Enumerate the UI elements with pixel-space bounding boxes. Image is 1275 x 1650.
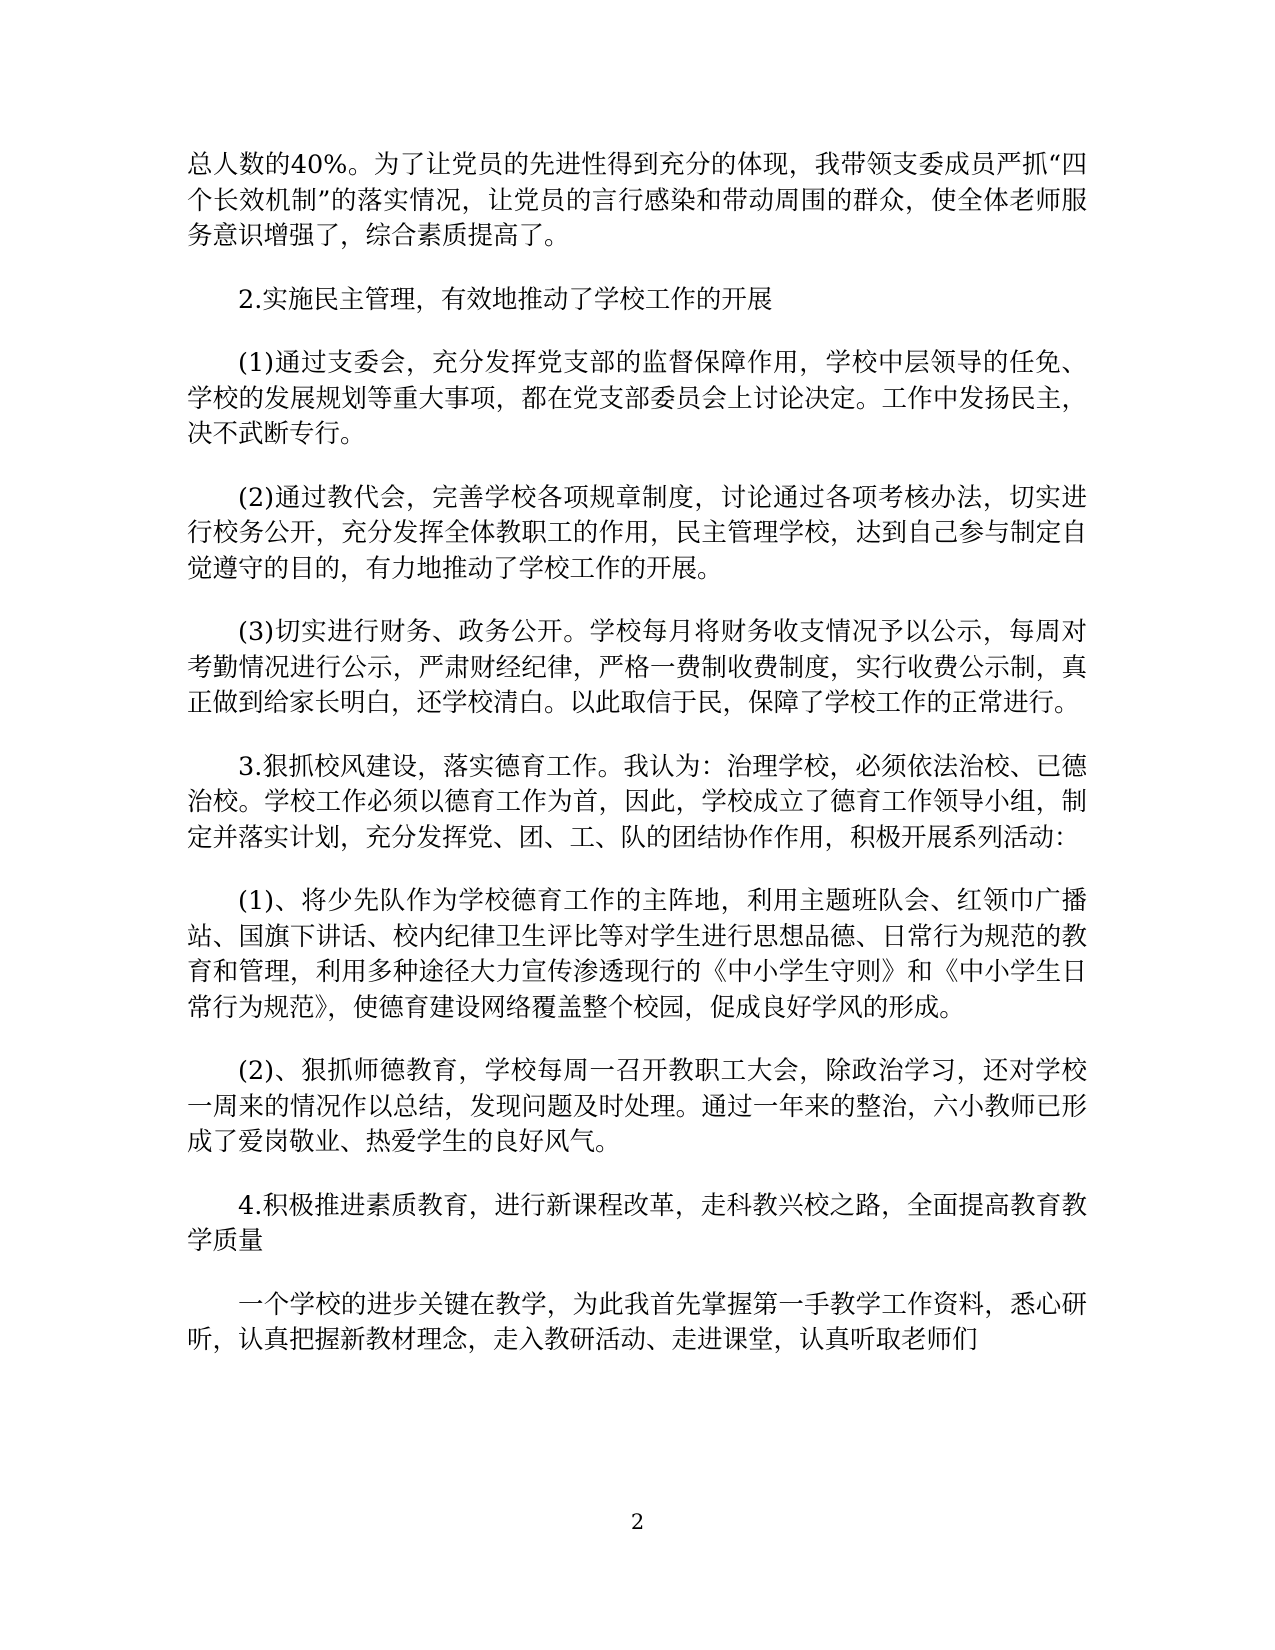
paragraph-8: (2)、狠抓师德教育，学校每周一召开教职工大会，除政治学习，还对学校一周来的情况作以总结，发现问题及时处理。通过一年来的整治，六小教师已形成了爱岗敬业、热爱学生的良好风气。	[187, 1056, 1087, 1157]
paragraph-3: (1)通过支委会，充分发挥党支部的监督保障作用，学校中层领导的任免、学校的发展规划等重大事项，都在党支部委员会上讨论决定。工作中发扬民主，决不武断专行。	[187, 348, 1087, 449]
paragraph-9-heading: 4.积极推进素质教育，进行新课程改革，走科教兴校之路，全面提高教育教学质量	[187, 1190, 1087, 1256]
paragraph-6: 3.狠抓校风建设，落实德育工作。我认为：治理学校，必须依法治校、已德治校。学校工作必须以德育工作为首，因此，学校成立了德育工作领导小组，制定并落实计划，充分发挥党、团、工、队的团结协作作用，积极开展系列活动：	[187, 751, 1087, 853]
paragraph-4: (2)通过教代会，完善学校各项规章制度，讨论通过各项考核办法，切实进行校务公开，充分发挥全体教职工的作用，民主管理学校，达到自己参与制定自觉遵守的目的，有力地推动了学校工作的开展。	[187, 482, 1087, 584]
page-number: 2	[630, 1510, 645, 1534]
paragraph-2-heading: 2.实施民主管理，有效地推动了学校工作的开展	[238, 284, 773, 315]
paragraph-10: 一个学校的进步关键在教学，为此我首先掌握第一手教学工作资料，悉心研听，认真把握新教材理念，走入教研活动、走进课堂，认真听取老师们	[187, 1289, 1087, 1355]
paragraph-5: (3)切实进行财务、政务公开。学校每月将财务收支情况予以公示，每周对考勤情况进行公示，严肃财经纪律，严格一费制收费制度，实行收费公示制，真正做到给家长明白，还学校清白。以此取信于民，保障了学校工作的正常进行。	[187, 617, 1087, 718]
document-body	[187, 148, 1087, 1387]
paragraph-1: 总人数的40%。为了让党员的先进性得到充分的体现，我带领支委成员严抓“四个长效机制”的落实情况，让党员的言行感染和带动周围的群众，使全体老师服务意识增强了，综合素质提高了。	[187, 150, 1087, 251]
paragraph-7: (1)、将少先队作为学校德育工作的主阵地，利用主题班队会、红领巾广播站、国旗下讲话、校内纪律卫生评比等对学生进行思想品德、日常行为规范的教育和管理，利用多种途径大力宣传渗透现行的《中小学生守则》和《中小学生日常行为规范》，使德育建设网络覆盖整个校园，促成良好学风的形成。	[187, 886, 1087, 1023]
